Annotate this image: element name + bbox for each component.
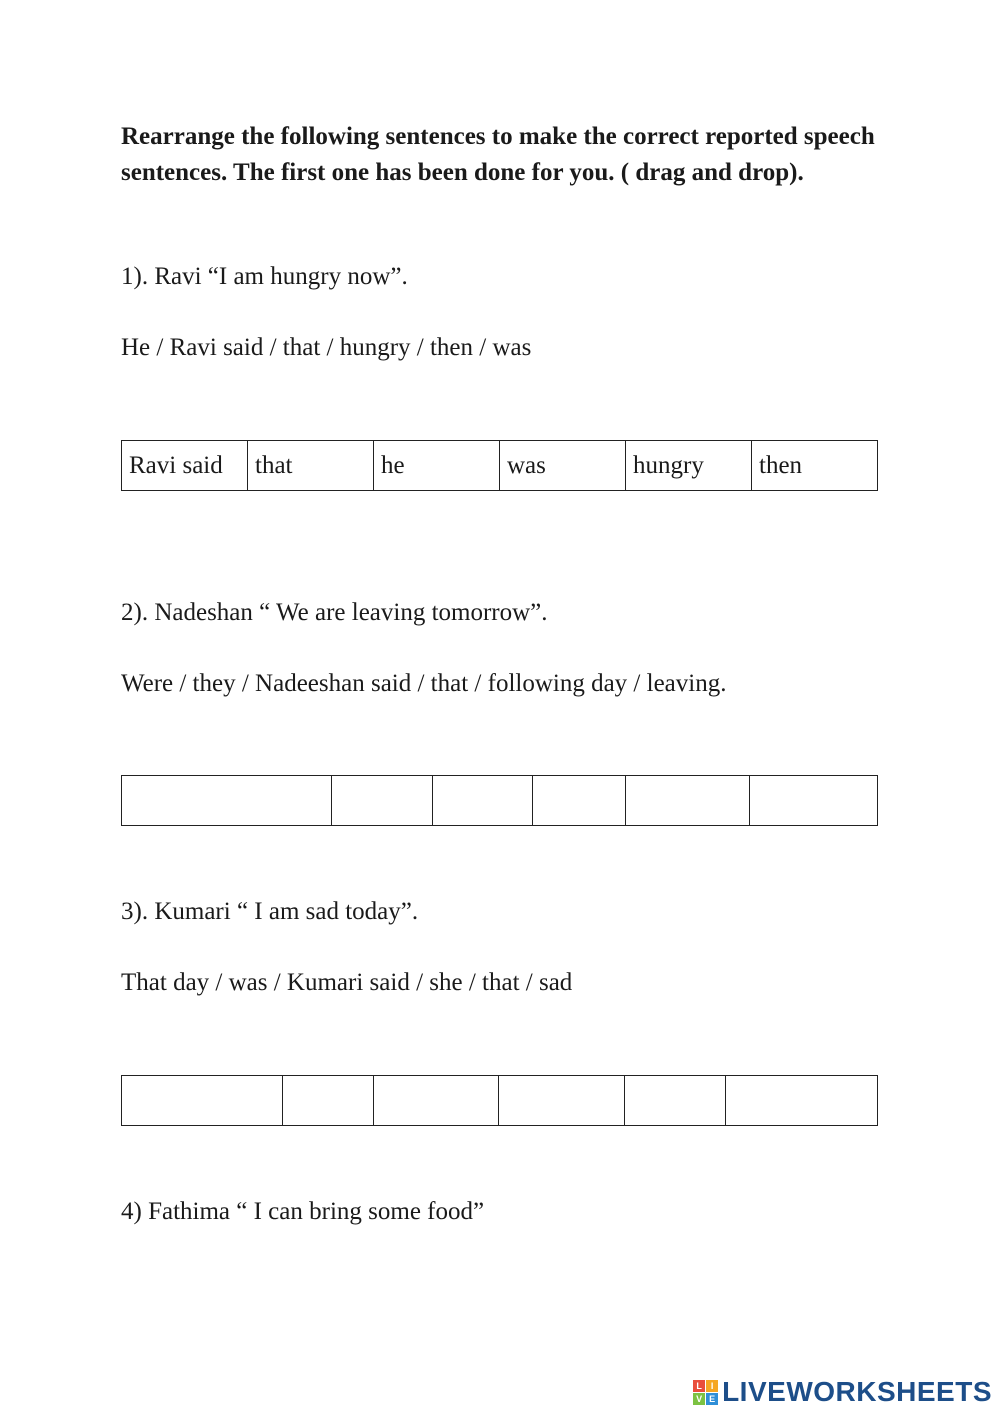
question-2-answer-row: [121, 775, 878, 826]
drop-slot[interactable]: [332, 776, 433, 826]
question-3-words: That day / was / Kumari said / she / that / sad: [121, 969, 573, 996]
answer-cell: that: [248, 441, 374, 491]
drop-slot[interactable]: [433, 776, 533, 826]
question-2-words: Were / they / Nadeeshan said / that / following day / leaving.: [121, 670, 727, 697]
answer-cell: he: [374, 441, 500, 491]
logo-letter: L: [693, 1380, 705, 1392]
drop-slot[interactable]: [750, 776, 878, 826]
liveworksheets-logo: [693, 1375, 992, 1409]
logo-icon: [693, 1380, 718, 1405]
drop-slot[interactable]: [374, 1076, 499, 1126]
drop-slot[interactable]: [533, 776, 626, 826]
answer-cell: Ravi said: [122, 441, 248, 491]
answer-cell: hungry: [626, 441, 752, 491]
drop-slot[interactable]: [626, 776, 750, 826]
answer-cell: then: [752, 441, 878, 491]
question-2-prompt: 2). Nadeshan “ We are leaving tomorrow”.: [121, 599, 548, 626]
drop-slot[interactable]: [122, 776, 332, 826]
logo-letter: E: [706, 1393, 718, 1405]
drop-slot[interactable]: [625, 1076, 726, 1126]
drop-slot[interactable]: [726, 1076, 878, 1126]
instructions: Rearrange the following sentences to make the correct reported speech sentences. The first one has been done for you. ( drag and drop).: [121, 123, 875, 186]
question-3-answer-row: [121, 1075, 878, 1126]
logo-letter: V: [693, 1393, 705, 1405]
question-3-prompt: 3). Kumari “ I am sad today”.: [121, 898, 419, 925]
drop-slot[interactable]: [283, 1076, 374, 1126]
question-1-answer-row: [121, 440, 878, 491]
question-4-prompt: 4) Fathima “ I can bring some food”: [121, 1198, 485, 1225]
logo-letter: I: [706, 1380, 718, 1392]
brand-name: LIVEWORKSHEETS: [722, 1376, 992, 1407]
question-1-prompt: 1). Ravi “I am hungry now”.: [121, 263, 408, 290]
question-1-words: He / Ravi said / that / hungry / then / was: [121, 334, 532, 361]
drop-slot[interactable]: [499, 1076, 625, 1126]
answer-cell: was: [500, 441, 626, 491]
drop-slot[interactable]: [122, 1076, 283, 1126]
